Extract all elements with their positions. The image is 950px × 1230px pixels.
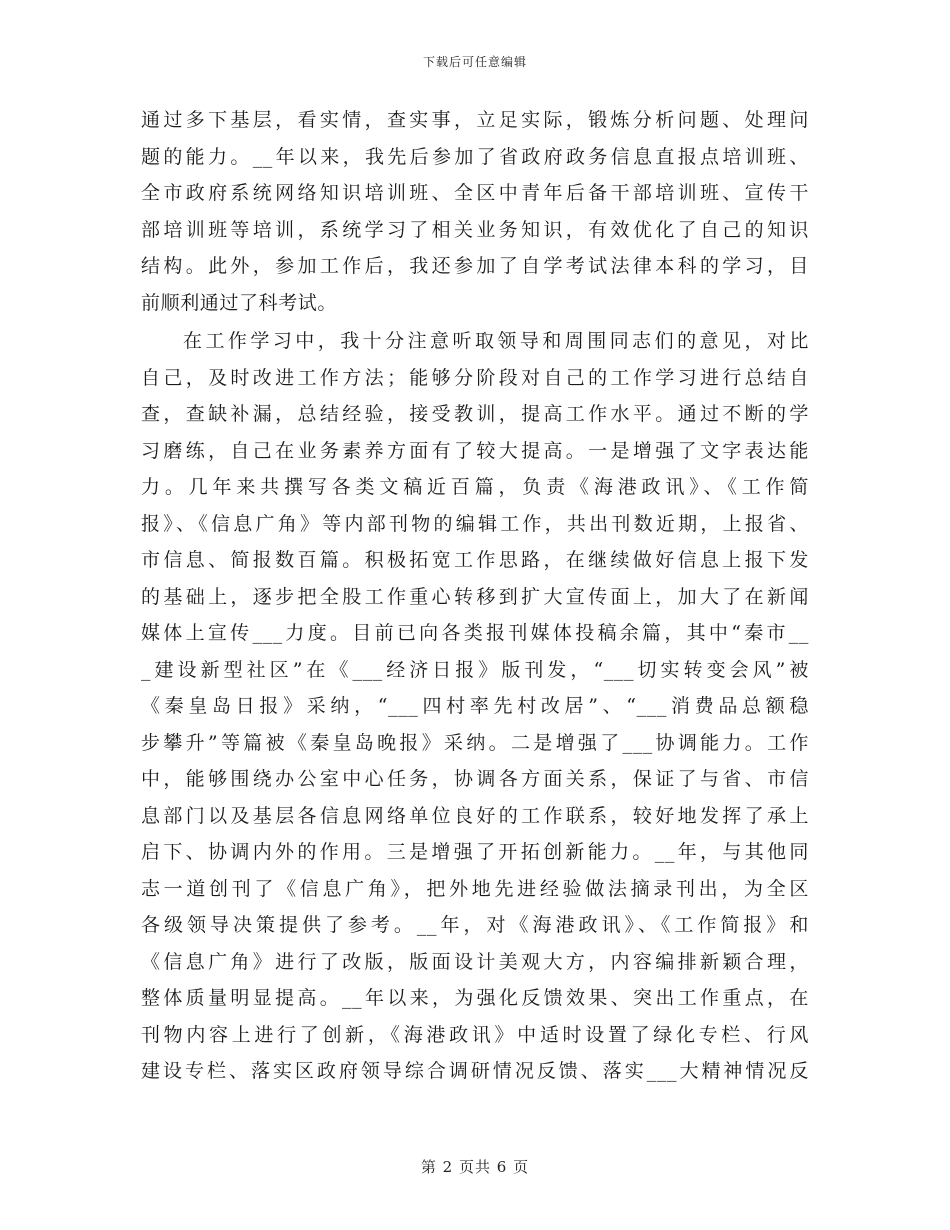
text-line: 整体质量明显提高。__年以来，为强化反馈效果、突出工作重点，在 [141, 987, 809, 1009]
text-line: 《信息广角》进行了改版，版面设计美观大方，内容编排新颖合理， [141, 950, 809, 973]
text-line: 全市政府系统网络知识培训班、全区中青年后备干部培训班、宣传干 [141, 182, 809, 204]
text-line: 自己，及时改进工作方法；能够分阶段对自己的工作学习进行总结自 [141, 366, 809, 389]
text-line: _建设新型社区”在《___经济日报》版刊发，“___切实转变会风”被 [141, 658, 809, 681]
paragraph-1 [141, 102, 809, 321]
text-line: 建设专栏、落实区政府领导综合调研情况反馈、落实___大精神情况反 [141, 1060, 809, 1082]
page-number: 第 2 页共 6 页 [420, 1158, 530, 1176]
text-line: 报》、《信息广角》等内部刊物的编辑工作，共出刊数近期，上报省、 [141, 512, 809, 535]
text-line: 在工作学习中，我十分注意听取领导和周围同志们的意见，对比 [183, 330, 809, 352]
text-line: 刊物内容上进行了创新，《海港政讯》中适时设置了绿化专栏、行风 [141, 1023, 809, 1046]
text-line: 题的能力。__年以来，我先后参加了省政府政务信息直报点培训班、 [141, 145, 809, 168]
paragraph-2 [141, 323, 809, 1090]
text-line: 力。几年来共撰写各类文稿近百篇，负责《海港政讯》、《工作简 [141, 476, 809, 498]
text-line: 志一道创刊了《信息广角》，把外地先进经验做法摘录刊出，为全区 [141, 877, 809, 900]
text-line: 部培训班等培训，系统学习了相关业务知识，有效优化了自己的知识 [141, 218, 809, 241]
text-line: 前顺利通过了科考试。 [141, 291, 338, 314]
text-line: 《秦皇岛日报》采纳，“___四村率先村改居”、“___消费品总额稳 [141, 695, 809, 717]
text-line: 通过多下基层，看实情，查实事，立足实际，锻炼分析问题、处理问 [141, 109, 809, 131]
text-line: 查，查缺补漏，总结经验，接受教训，提高工作水平。通过不断的学 [141, 403, 809, 425]
text-line: 步攀升”等篇被《秦皇岛晚报》采纳。二是增强了___协调能力。工作 [141, 731, 809, 754]
text-line: 习磨练，自己在业务素养方面有了较大提高。一是增强了文字表达能 [141, 439, 809, 462]
text-line: 中，能够围绕办公室中心任务，协调各方面关系，保证了与省、市信 [141, 768, 809, 790]
text-line: 的基础上，逐步把全股工作重心转移到扩大宣传面上，加大了在新闻 [141, 585, 809, 608]
document-body [141, 102, 809, 1090]
text-line: 各级领导决策提供了参考。__年，对《海港政讯》、《工作简报》和 [141, 914, 809, 936]
text-line: 媒体上宣传___力度。目前已向各类报刊媒体投稿余篇，其中“秦市__ [141, 622, 809, 644]
text-line: 结构。此外，参加工作后，我还参加了自学考试法律本科的学习，目 [141, 255, 809, 277]
page-header: 下载后可任意编辑 [422, 55, 527, 69]
text-line: 启下、协调内外的作用。三是增强了开拓创新能力。__年，与其他同 [141, 841, 809, 863]
text-line: 市信息、简报数百篇。积极拓宽工作思路，在继续做好信息上报下发 [141, 549, 809, 571]
text-line: 息部门以及基层各信息网络单位良好的工作联系，较好地发挥了承上 [141, 804, 809, 827]
